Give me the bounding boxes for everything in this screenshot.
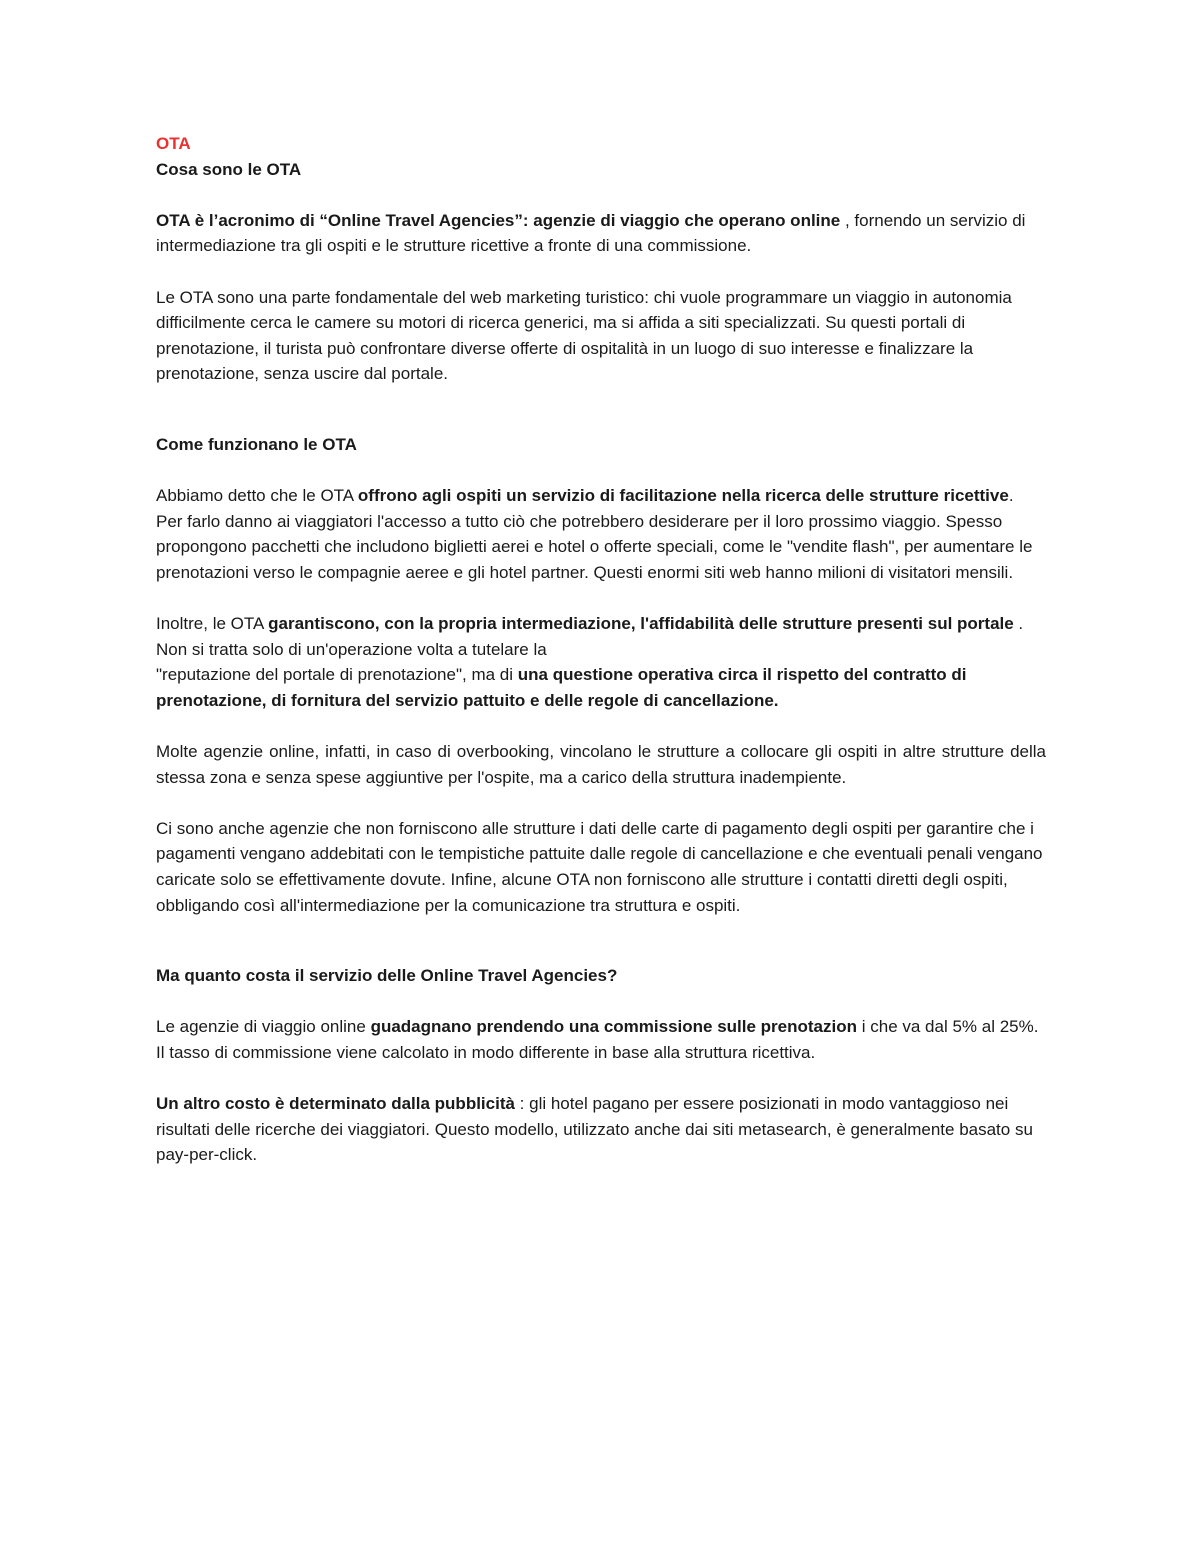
text-inoltre: Inoltre, le OTA [156, 614, 269, 634]
bold-affidabilita: garantiscono, con la propria intermediazione, l'affidabilità delle strutture presenti sul portale [268, 614, 1014, 634]
bold-facilitazione: offrono agli ospiti un servizio di facilitazione nella ricerca delle strutture ricettive [357, 486, 1009, 506]
paragraph-carte-pagamento: Ci sono anche agenzie che non forniscono alle strutture i dati delle carte di pagamento degli ospiti per garantire che i pagamenti vengano addebitati con le tempistiche pattuite dalle regole di cancellazione e che eventuali penali vengano caricate solo se effettivamente dovute. Infine, alcune OTA non forniscono alle strutture i contatti diretti degli ospiti, obbligando così all'intermediazione per la comunicazione tra struttura e ospiti. [156, 818, 1043, 915]
section-heading-cosa-sono: Cosa sono le OTA [156, 159, 302, 179]
paragraph-web-marketing: Le OTA sono una parte fondamentale del web marketing turistico: chi vuole programmare un viaggio in autonomia difficilmente cerca le camere su motori di ricerca generici, ma si affida a siti specializzati. Su questi portali di prenotazione, il turista può confrontare diverse offerte di ospitalità in un luogo di suo interesse e finalizzare la prenotazione, senza uscire dal portale. [156, 287, 1012, 384]
section-heading-come-funzionano: Come funzionano le OTA [156, 434, 357, 454]
paragraph-overbooking: Molte agenzie online, infatti, in caso di overbooking, vincolano le strutture a collocare gli ospiti in altre strutture della stessa zona e senza spese aggiuntive per l'ospite, ma a carico della struttura inadempiente. [156, 742, 1046, 787]
section-heading-quanto-costa: Ma quanto costa il servizio delle Online Travel Agencies? [156, 966, 618, 986]
text-period-2: . [1013, 614, 1024, 634]
text-percentuale: i che va dal 5% al 25%. Il tasso di commissione viene calcolato in modo differente in base alla struttura ricettiva. [156, 1017, 1039, 1062]
bold-questione-operativa: una questione operativa circa il rispetto del contratto di prenotazione, di fornitura del servizio pattuito e delle regole di cancellazione. [156, 665, 967, 710]
text-period: . [1008, 486, 1014, 506]
bold-commissione: guadagnano prendendo una commissione sulle prenotazion [370, 1017, 858, 1037]
text-per-farlo: Per farlo danno ai viaggiatori l'accesso a tutto ciò che potrebbero desiderare per il loro prossimo viaggio. Spesso propongono pacchetti che includono biglietti aerei e hotel o offerte speciali, come le "vendite flash", per aumentare le prenotazioni verso le compagnie aeree e gli hotel partner. Questi enormi siti web hanno milioni di visitatori mensili. [156, 511, 1033, 582]
paragraph-affidabilita [156, 611, 1046, 713]
document-page [156, 131, 1046, 1168]
text-non-si-tratta: Non si tratta solo di un'operazione volta a tutelare la [156, 639, 547, 659]
paragraph-commissione [156, 1014, 1046, 1065]
paragraph-ota-definition [156, 208, 1046, 259]
text-reputazione: "reputazione del portale di prenotazione", ma di [156, 665, 518, 685]
bold-ota-acronym: OTA è l’acronimo di “Online Travel Agencies”: agenzie di viaggio che operano online [156, 210, 841, 230]
document-title: OTA [156, 134, 191, 153]
text-abbiamo-detto: Abbiamo detto che le OTA [156, 486, 358, 506]
paragraph-facilitazione [156, 483, 1046, 585]
bold-pubblicita: Un altro costo è determinato dalla pubblicità [156, 1094, 515, 1114]
text-pay-per-click: : gli hotel pagano per essere posizionati in modo vantaggioso nei risultati delle ricerche dei viaggiatori. Questo modello, utilizzato anche dai siti metasearch, è generalmente basato su pay-per-click. [156, 1094, 1033, 1165]
paragraph-pubblicita [156, 1091, 1046, 1168]
text-ota-definition: , fornendo un servizio di intermediazione tra gli ospiti e le strutture ricettive a fronte di una commissione. [156, 210, 1026, 256]
text-le-agenzie: Le agenzie di viaggio online [156, 1017, 371, 1037]
